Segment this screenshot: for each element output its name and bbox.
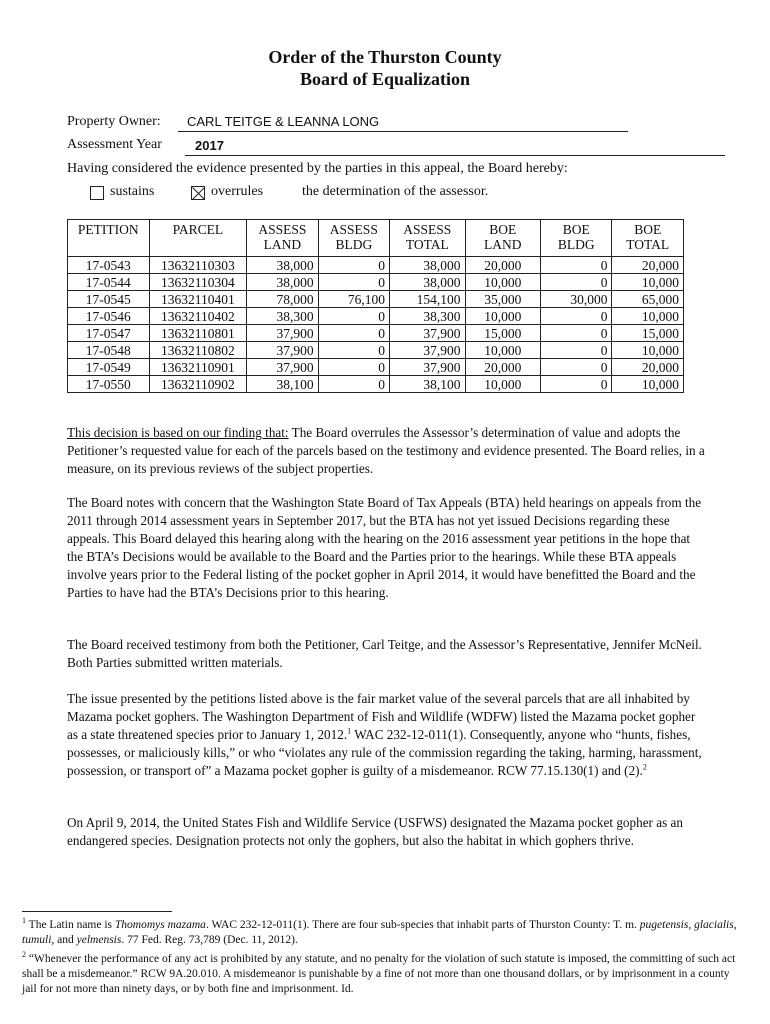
cell-petition: 17-0543: [68, 257, 150, 274]
cell-boe-total: 20,000: [612, 359, 684, 376]
col-header-parcel: PARCEL: [149, 220, 247, 257]
table-row: [68, 376, 684, 393]
cell-petition: 17-0549: [68, 359, 150, 376]
cell-assess-bldg: 0: [318, 308, 389, 325]
cell-boe-bldg: 0: [541, 308, 612, 325]
paragraph-testimony: The Board received testimony from both the Petitioner, Carl Teitge, and the Assessor’s Representative, Jennifer McNeil. Both Parties submitted written materials.: [67, 637, 702, 670]
paragraph-bta: The Board notes with concern that the Washington State Board of Tax Appeals (BTA) held hearings on appeals from the 2011 through 2014 assessment years in September 2017, but the BTA has not yet issued Decisions regarding these appeals. This Board delayed this hearing along with the hearing on the 2016 assessment year petitions in the hope that the BTA’s Decisions would be available to the Board and the Parties prior to the hearings. While these BTA appeals involve years prior to the Federal listing of the pocket gopher in April 2014, it would have benefitted the Board and the Parties to have had the BTA’s Decisions prior to this hearing.: [67, 495, 702, 600]
cell-boe-total: 10,000: [612, 308, 684, 325]
sustains-checkbox[interactable]: [90, 186, 104, 200]
property-owner-underline: [178, 131, 628, 132]
table-row: [68, 274, 684, 291]
cell-petition: 17-0547: [68, 325, 150, 342]
cell-assess-land: 38,000: [247, 274, 318, 291]
finding-lead: This decision is based on our finding that:: [67, 425, 289, 440]
cell-boe-bldg: 30,000: [541, 291, 612, 308]
cell-assess-land: 38,300: [247, 308, 318, 325]
footnote-1: $^1$ The Latin name is Thomomys mazama. WAC 232-12-011(1). There are four sub-species that inhabit parts of Thurston County: T. m. pugetensis, glacialis, tumuli, and yelmensis. 77 Fed. Reg. 73,789 (Dec. 11, 2012).: [22, 916, 737, 946]
cell-parcel: 13632110901: [149, 359, 247, 376]
cell-boe-land: 15,000: [465, 325, 540, 342]
cell-petition: 17-0546: [68, 308, 150, 325]
cell-assess-total: 37,900: [390, 325, 465, 342]
cell-boe-bldg: 0: [541, 257, 612, 274]
paragraph-finding: [67, 424, 707, 478]
cell-boe-land: 20,000: [465, 359, 540, 376]
cell-boe-land: 35,000: [465, 291, 540, 308]
paragraph-issue: The issue presented by the petitions listed above is the fair market value of the several parcels that are all inhabited by Mazama pocket gophers. The Washington Department of Fish and Wildlife (WDFW) listed the Mazama pocket gopher as a state threatened species prior to January 1, 2012.$^1$ WAC 232-12-011(1). Consequently, anyone who “hunts, fishes, possesses, or maliciously kills,” or who “violates any rule of the commission regarding the taking, harming, harassment, possession, or transport of” a Mazama pocket gopher is guilty of a misdemeanor. RCW 77.15.130(1) and (2).$^2$: [67, 691, 702, 778]
cell-parcel: 13632110402: [149, 308, 247, 325]
cell-assess-bldg: 0: [318, 359, 389, 376]
cell-parcel: 13632110304: [149, 274, 247, 291]
cell-petition: 17-0550: [68, 376, 150, 393]
cell-assess-total: 38,300: [390, 308, 465, 325]
cell-boe-total: 20,000: [612, 257, 684, 274]
table-row: [68, 308, 684, 325]
property-owner-value: CARL TEITGE & LEANNA LONG: [187, 114, 380, 129]
table-row: [68, 342, 684, 359]
cell-boe-bldg: 0: [541, 274, 612, 291]
page-subtitle: Board of Equalization: [299, 69, 471, 89]
cell-petition: 17-0548: [68, 342, 150, 359]
cell-parcel: 13632110303: [149, 257, 247, 274]
table-header-row: [68, 220, 684, 257]
overrules-checkbox[interactable]: [191, 186, 205, 200]
cell-boe-total: 10,000: [612, 274, 684, 291]
finding-body: The Board overrules the Assessor’s determination of value and adopts the Petitioner’s requested value for each of the parcels based on the testimony and evidence presented. The Board relies, in a measure, on its previous reviews of the subject properties.: [67, 425, 705, 476]
property-owner-label: Property Owner:: [67, 114, 161, 129]
cell-boe-total: 65,000: [612, 291, 684, 308]
page-title: Order of the Thurston County: [268, 47, 502, 67]
col-header-boe-bldg: BOE BLDG: [541, 220, 612, 257]
cell-assess-total: 37,900: [390, 342, 465, 359]
cell-assess-total: 37,900: [390, 359, 465, 376]
cell-assess-total: 154,100: [390, 291, 465, 308]
cell-assess-bldg: 0: [318, 342, 389, 359]
cell-boe-land: 10,000: [465, 308, 540, 325]
cell-assess-bldg: 0: [318, 325, 389, 342]
cell-assess-land: 38,100: [247, 376, 318, 393]
cell-boe-land: 10,000: [465, 376, 540, 393]
cell-assess-total: 38,000: [390, 274, 465, 291]
cell-boe-total: 15,000: [612, 325, 684, 342]
table-row: [68, 359, 684, 376]
cell-assess-total: 38,000: [390, 257, 465, 274]
cell-boe-bldg: 0: [541, 376, 612, 393]
cell-assess-land: 37,900: [247, 359, 318, 376]
cell-assess-bldg: 0: [318, 274, 389, 291]
footnote-separator: [22, 911, 172, 912]
cell-assess-bldg: 76,100: [318, 291, 389, 308]
cell-assess-bldg: 0: [318, 257, 389, 274]
cell-assess-land: 37,900: [247, 325, 318, 342]
cell-assess-bldg: 0: [318, 376, 389, 393]
cell-parcel: 13632110801: [149, 325, 247, 342]
table-row: [68, 325, 684, 342]
assessment-year-underline: [185, 155, 725, 156]
cell-assess-land: 78,000: [247, 291, 318, 308]
table-row: [68, 291, 684, 308]
cell-boe-bldg: 0: [541, 359, 612, 376]
col-header-assess-bldg: ASSESS BLDG: [318, 220, 389, 257]
cell-boe-land: 20,000: [465, 257, 540, 274]
col-header-boe-land: BOE LAND: [465, 220, 540, 257]
cell-boe-total: 10,000: [612, 376, 684, 393]
col-header-boe-total: BOE TOTAL: [612, 220, 684, 257]
footnote-ref-1: 1: [347, 726, 352, 736]
col-header-assess-total: ASSESS TOTAL: [390, 220, 465, 257]
cell-parcel: 13632110802: [149, 342, 247, 359]
cell-boe-bldg: 0: [541, 342, 612, 359]
cell-petition: 17-0544: [68, 274, 150, 291]
table-row: [68, 257, 684, 274]
footnote-2: $^2$ “Whenever the performance of any act is prohibited by any statute, and no penalty for the violation of such statute is imposed, the committing of such act shall be a misdemeanor.” RCW 9A.20.010. A misdemeanor is punishable by a fine of not more than one thousand dollars, or by imprisonment in a county jail for not more than ninety days, or by both fine and imprisonment. Id.: [22, 950, 736, 995]
cell-assess-land: 38,000: [247, 257, 318, 274]
cell-parcel: 13632110401: [149, 291, 247, 308]
assessment-year-label: Assessment Year: [67, 137, 162, 152]
cell-boe-land: 10,000: [465, 274, 540, 291]
cell-boe-total: 10,000: [612, 342, 684, 359]
cell-parcel: 13632110902: [149, 376, 247, 393]
cell-assess-land: 37,900: [247, 342, 318, 359]
sustains-label: sustains: [110, 184, 155, 199]
cell-boe-land: 10,000: [465, 342, 540, 359]
cell-petition: 17-0545: [68, 291, 150, 308]
cell-assess-total: 38,100: [390, 376, 465, 393]
petitions-table: [67, 219, 684, 393]
col-header-assess-land: ASSESS LAND: [247, 220, 318, 257]
col-header-petition: PETITION: [68, 220, 150, 257]
footnote-ref-2: 2: [642, 762, 647, 772]
paragraph-usfws: On April 9, 2014, the United States Fish and Wildlife Service (USFWS) designated the Mazama pocket gopher as an endangered species. Designation protects not only the gophers, but also the habitat in which gophers thrive.: [67, 815, 683, 848]
assessment-year-value: 2017: [195, 138, 224, 153]
considered-text: Having considered the evidence presented by the parties in this appeal, the Board hereby:: [67, 161, 568, 176]
decision-tail: the determination of the assessor.: [302, 184, 489, 199]
overrules-label: overrules: [211, 184, 264, 199]
cell-boe-bldg: 0: [541, 325, 612, 342]
